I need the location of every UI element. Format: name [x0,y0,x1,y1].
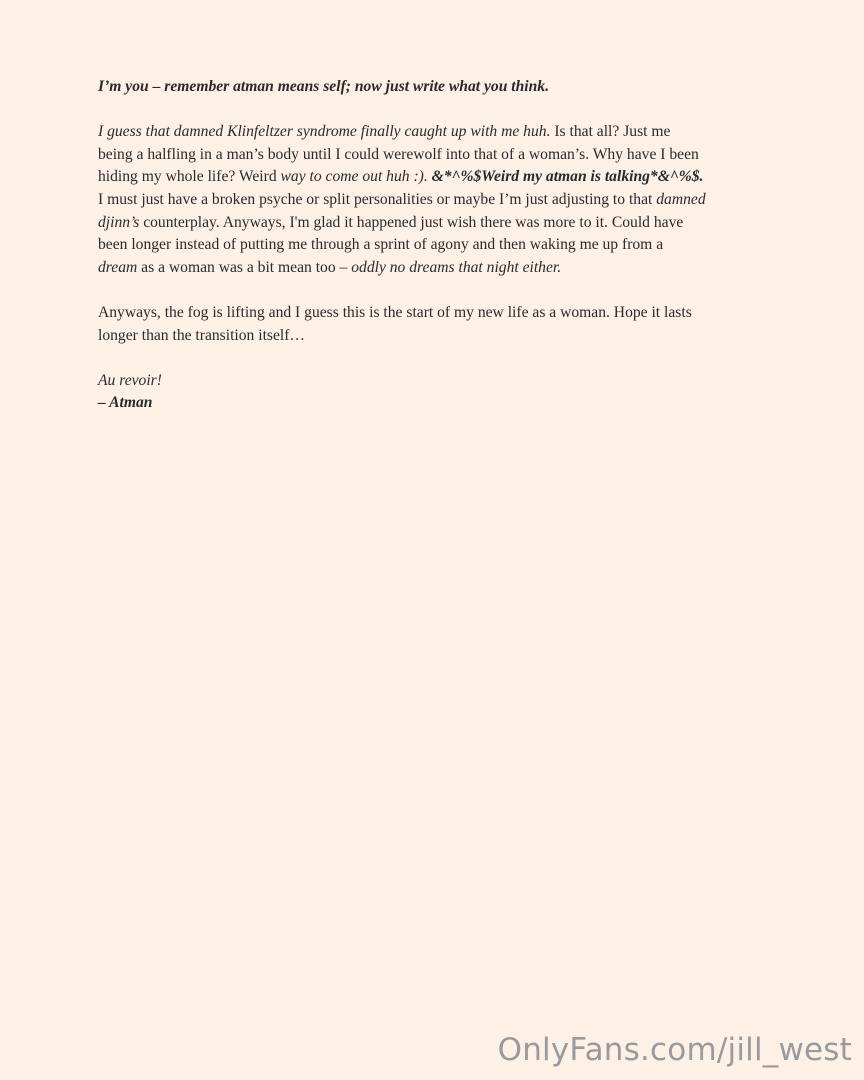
text-segment: dream [98,258,138,276]
text-segment: way to come out huh :). [280,168,432,186]
text-segment: counterplay. Anyways, I'm glad it happened just wish there was more to it. Could have [139,213,684,231]
journal-entry [98,76,798,415]
text-segment: as a woman was a bit mean too – [137,258,352,276]
text-segment: Is that all? Just me [550,123,671,141]
text-segment: djinn’s [98,213,140,231]
paragraph-1-line [98,212,798,235]
text-segment: damned [656,190,706,208]
text-segment: been longer instead of putting me through a sprint of agony and then waking me up from a [98,236,664,254]
paragraph-1-line [98,234,798,257]
text-segment: hiding my whole life? Weird [98,168,281,186]
closing: Au revoir! [98,371,162,389]
text-segment: I must just have a broken psyche or split personalities or maybe I’m just adjusting to that [98,190,657,208]
paragraph-1-line [98,121,798,144]
text-segment: being a halfling in a man’s body until I could werewolf into that of a woman’s. Why have I been [98,145,699,163]
watermark: OnlyFans.com/jill_west [497,1032,852,1068]
paragraph-1-line [98,166,798,189]
heading: I’m you – remember atman means self; now just write what you think. [98,78,549,95]
paragraph-2-line: longer than the transition itself… [98,326,306,344]
paragraph-1-line [98,189,798,212]
text-segment: I guess that damned Klinfeltzer syndrome finally caught up with me huh. [98,123,551,141]
text-segment: &*^%$Weird my atman is talking*&^%$. [431,168,704,186]
signature: – Atman [98,394,153,412]
paragraph-1-line [98,144,798,167]
paragraph-1-line [98,257,798,280]
paragraph-2 [98,302,798,347]
paragraph-2-line: Anyways, the fog is lifting and I guess this is the start of my new life as a woman. Hope it lasts [98,303,692,321]
text-segment: oddly no dreams that night either. [351,258,562,276]
paragraph-1 [98,121,798,279]
